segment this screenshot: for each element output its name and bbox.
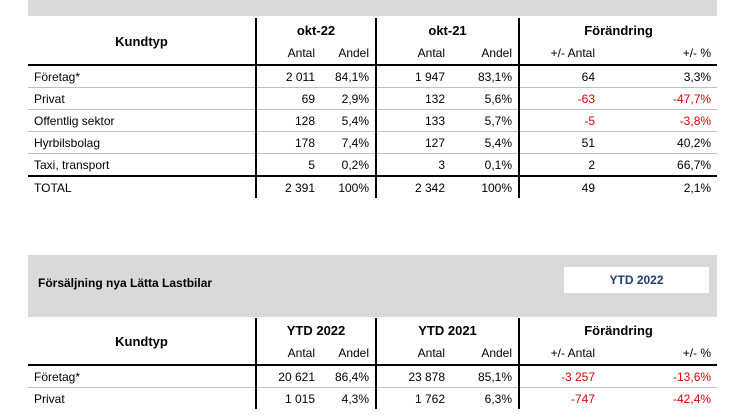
- subheader: Andel: [338, 46, 370, 60]
- cell-s1: 100%: [321, 176, 376, 198]
- table-row: [28, 65, 717, 88]
- cell-s2: 5,7%: [451, 110, 519, 132]
- cell-a2: 3: [376, 154, 451, 177]
- cell-s2: 6,3%: [451, 388, 519, 410]
- row-label: Offentlig sektor: [28, 110, 256, 132]
- cell-d: 51: [519, 132, 601, 154]
- cell-d: 2: [519, 154, 601, 177]
- cell-p: -42,4%: [601, 388, 717, 410]
- cell-a2: 133: [376, 110, 451, 132]
- cell-a2: 23 878: [376, 365, 451, 388]
- subheader: Andel: [338, 346, 370, 360]
- cell-p: -47,7%: [601, 88, 717, 110]
- cell-d: -747: [519, 388, 601, 410]
- cell-d: -63: [519, 88, 601, 110]
- cell-s2: 100%: [451, 176, 519, 198]
- row-label: Företag*: [28, 65, 256, 88]
- subheader: +/- %: [682, 346, 712, 360]
- cell-s2: 85,1%: [451, 365, 519, 388]
- cell-d: -3 257: [519, 365, 601, 388]
- subheader: +/- %: [682, 46, 712, 60]
- table-row: [28, 88, 717, 110]
- cell-s1: 5,4%: [321, 110, 376, 132]
- cell-s1: 84,1%: [321, 65, 376, 88]
- group-header: okt-21: [376, 18, 519, 42]
- total-row: [28, 176, 717, 198]
- cell-a2: 132: [376, 88, 451, 110]
- cell-d: -5: [519, 110, 601, 132]
- cell-p: 40,2%: [601, 132, 717, 154]
- subheader: Antal: [256, 342, 321, 365]
- cell-p: 3,3%: [601, 65, 717, 88]
- cell-a1: 2 011: [256, 65, 321, 88]
- cell-a1: 1 015: [256, 388, 321, 410]
- cell-p: -3,8%: [601, 110, 717, 132]
- group-header: okt-22: [256, 18, 376, 42]
- cell-a2: 1 762: [376, 388, 451, 410]
- group-header: YTD 2021: [376, 318, 519, 342]
- cell-s2: 5,4%: [451, 132, 519, 154]
- subheader: +/- Antal: [519, 342, 601, 365]
- cell-a2: 1 947: [376, 65, 451, 88]
- table-row: [28, 110, 717, 132]
- cell-s1: 4,3%: [321, 388, 376, 410]
- cell-a2: 2 342: [376, 176, 451, 198]
- row-label: Företag*: [28, 365, 256, 388]
- cell-d: 64: [519, 65, 601, 88]
- cell-a2: 127: [376, 132, 451, 154]
- cell-s1: 7,4%: [321, 132, 376, 154]
- subheader: Antal: [376, 42, 451, 65]
- cell-p: -13,6%: [601, 365, 717, 388]
- row-label: Taxi, transport: [28, 154, 256, 177]
- top-header-band: [28, 0, 717, 16]
- row-label: Privat: [28, 388, 256, 410]
- subheader: Antal: [376, 342, 451, 365]
- cell-a1: 178: [256, 132, 321, 154]
- bottom-sales-table: [28, 318, 717, 409]
- cell-a1: 128: [256, 110, 321, 132]
- table-row: [28, 132, 717, 154]
- cell-s1: 86,4%: [321, 365, 376, 388]
- cell-a1: 20 621: [256, 365, 321, 388]
- row-label: Hyrbilsbolag: [28, 132, 256, 154]
- subheader: Andel: [481, 46, 513, 60]
- table-row: [28, 388, 717, 410]
- group-header: Förändring: [519, 18, 717, 42]
- cell-p: 2,1%: [601, 176, 717, 198]
- cell-a1: 5: [256, 154, 321, 177]
- cell-s2: 0,1%: [451, 154, 519, 177]
- section-title: Försäljning nya Lätta Lastbilar: [38, 276, 213, 290]
- cell-p: 66,7%: [601, 154, 717, 177]
- kundtyp-header: Kundtyp: [115, 333, 168, 349]
- cell-s1: 2,9%: [321, 88, 376, 110]
- cell-a1: 69: [256, 88, 321, 110]
- cell-s1: 0,2%: [321, 154, 376, 177]
- table-row: [28, 154, 717, 177]
- top-sales-table: [28, 18, 717, 198]
- cell-d: 49: [519, 176, 601, 198]
- group-header: YTD 2022: [256, 318, 376, 342]
- cell-s2: 83,1%: [451, 65, 519, 88]
- subheader: Andel: [481, 346, 513, 360]
- subheader: +/- Antal: [519, 42, 601, 65]
- subheader: Antal: [256, 42, 321, 65]
- group-header: Förändring: [519, 318, 717, 342]
- period-badge: YTD 2022: [564, 267, 709, 293]
- section-band: [28, 255, 717, 317]
- cell-a1: 2 391: [256, 176, 321, 198]
- kundtyp-header: Kundtyp: [115, 33, 168, 49]
- cell-s2: 5,6%: [451, 88, 519, 110]
- row-label: Privat: [28, 88, 256, 110]
- table-row: [28, 365, 717, 388]
- row-label: TOTAL: [28, 176, 256, 198]
